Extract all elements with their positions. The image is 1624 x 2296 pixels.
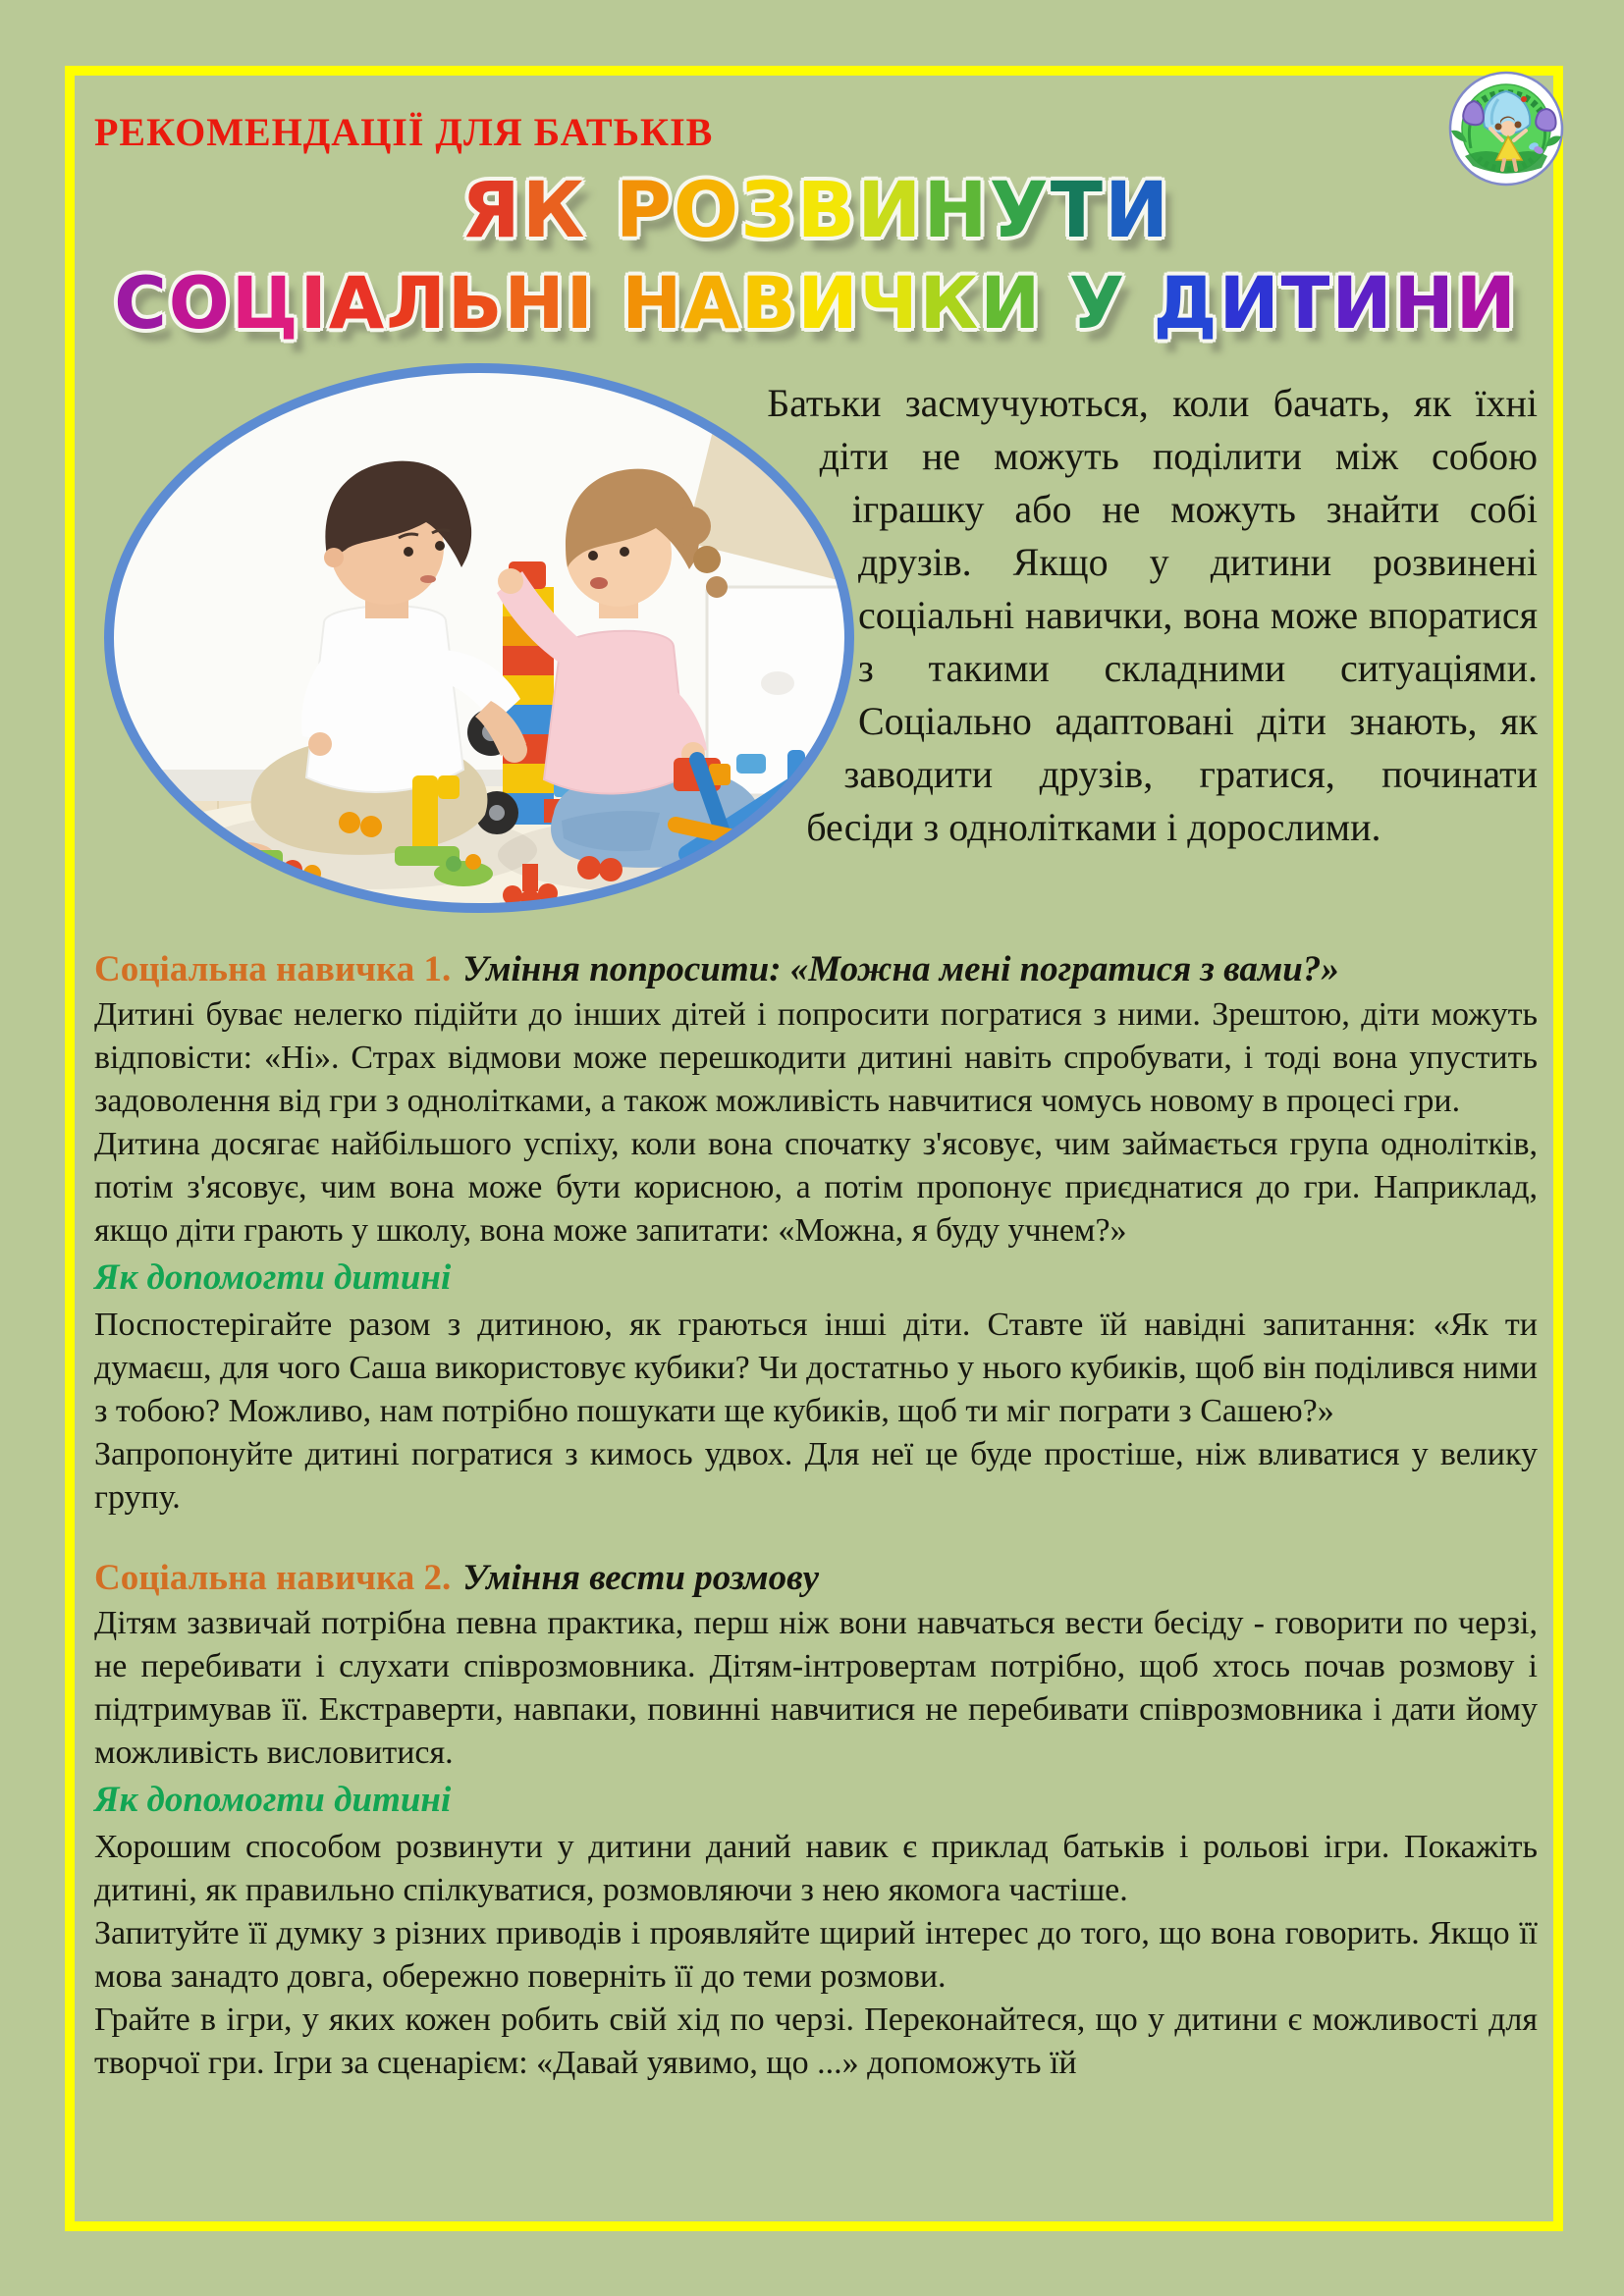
section-2-label: Соціальна навичка 2. (94, 1557, 452, 1598)
section-2-paragraph: Дітям зазвичай потрібна певна практика, перш ніж вони навчаться вести бесіду - говорити по черзі, не перебивати і слухати співрозмовника. Дітям-інтровертам потрібно, щоб хтось почав розмову і підтримував її. Екстраверти, навпаки, повинні навчитися не перебивати співрозмовника і дати йому можливість висловитися. (94, 1604, 1538, 1771)
section-2-help-paragraph: Хорошим способом розвинути у дитини даний навик є приклад батьків і рольові ігри. Покажіть дитині, як правильно спілкуватися, розмовляючи з нею якомога частіше. (94, 1828, 1538, 1908)
section-1-label: Соціальна навичка 1. (94, 948, 452, 989)
intro-block (94, 355, 1538, 917)
section-social-skill-2 (94, 1555, 1538, 2085)
section-2-help-paragraph: Запитуйте її думку з різних приводів і проявляйте щирий інтерес до того, що вона говорить. Якщо її мова занадто довга, обережно поверніть її до теми розмови. (94, 1914, 1538, 1995)
section-1-title: Уміння попросити: «Можна мені погратися з вами?» (462, 948, 1339, 989)
yellow-page-frame (65, 66, 1563, 2231)
section-2-subheading: Як допомогти дитині (94, 1779, 452, 1820)
section-1-paragraph: Дитині буває нелегко підійти до інших дітей і попросити погратися з ними. Зрештою, діти можуть відповісти: «Ні». Страх відмови може перешкодити дитині навіть спробувати, і тоді вона упустить задоволення від гри з однолітками, а також можливість навчитися чомусь новому в процесі гри. (94, 995, 1538, 1119)
section-2-help-paragraph: Грайте в ігри, у яких кожен робить свій хід по черзі. Переконайтеся, що у дитини є можливості для творчої гри. Ігри за сценарієм: «Давай уявимо, що ...» допоможуть їй (94, 2001, 1538, 2081)
section-2-heading (94, 1555, 1538, 1602)
kindergarten-logo-icon (1445, 70, 1567, 187)
section-2-title: Уміння вести розмову (462, 1557, 820, 1598)
page-title-line1: ЯК РОЗВИНУТИ (460, 167, 1171, 255)
page-title-line2: СОЦІАЛЬНІ НАВИЧКИ У ДИТИНИ (114, 261, 1518, 346)
section-1-subheading: Як допомогти дитині (94, 1256, 452, 1298)
section-1-paragraph: Дитина досягає найбільшого успіху, коли вона спочатку з'ясовує, чим займається група однолітків, потім з'ясовує, чим вона може бути корисною, а потім пропонує приєднатися до гри. Наприклад, якщо діти грають у школу, вона може запитати: «Можна, я буду учнем?» (94, 1125, 1538, 1249)
section-1-help-paragraph: Поспостерігайте разом з дитиною, як граються інші діти. Ставте їй навідні запитання: «Як ти думаєш, для чого Саша використовує кубики? Чи достатньо у нього кубиків, щоб він поділився ними з тобою? Можливо, нам потрібно пошукати ще кубиків, щоб ти міг пограти з Сашею?» (94, 1306, 1538, 1429)
children-playing-photo (100, 359, 858, 917)
section-1-help-paragraph: Запропонуйте дитині погратися з кимось удвох. Для неї це буде простіше, ніж вливатися у велику групу. (94, 1435, 1538, 1516)
section-1-heading (94, 946, 1538, 993)
section-social-skill-1 (94, 946, 1538, 1520)
page-kicker: РЕКОМЕНДАЦІЇ ДЛЯ БАТЬКІВ (94, 110, 714, 154)
intro-paragraph: Батьки засмучуються, коли бачать, як їхні діти не можуть поділити між собою іграшку або не можуть знайти собі друзів. Якщо у дитини розвинені соціальні навички, вона може впоратися з такими складними ситуаціями. Соціально адаптовані діти знають, як заводити друзів, гратися, починати бесіди з однолітками і дорослими. (767, 380, 1538, 849)
